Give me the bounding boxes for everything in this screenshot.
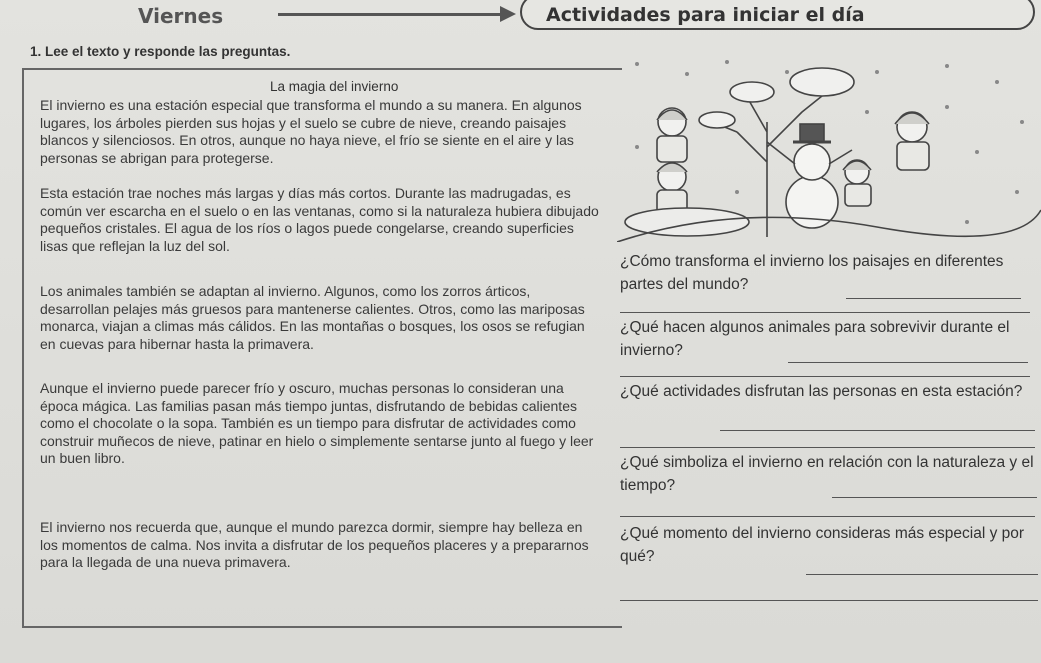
reading-paragraph-5: El invierno nos recuerda que, aunque el mundo parezca dormir, siempre hay belleza en los momentos de calma. Nos invita a disfrutar de los pequeños placeres y a prepararnos para la llegada de una nueva primavera. <box>40 519 589 571</box>
header-arrow-head <box>500 6 516 22</box>
answer-line-3b[interactable] <box>620 447 1035 448</box>
reading-title: La magia del invierno <box>270 79 399 94</box>
question-5: ¿Qué momento del invierno consideras más especial y por qué? <box>620 525 1025 565</box>
answer-line-5[interactable] <box>806 574 1038 575</box>
answer-line-5b[interactable] <box>620 600 1038 601</box>
question-3: ¿Qué actividades disfrutan las personas en esta estación? <box>620 383 1023 400</box>
answer-line-2[interactable] <box>788 362 1028 363</box>
header-arrow-line <box>278 13 503 16</box>
answer-line-1[interactable] <box>846 298 1021 299</box>
reading-paragraph-2: Esta estación trae noches más largas y días más cortos. Durante las madrugadas, es común ver escarcha en el suelo o en las ventanas, como si la naturaleza hubiera dibujado pequeños cristales. El agua de los ríos o lagos puede congelarse, creando superficies lisas que reflejan la luz del sol. <box>40 185 599 254</box>
page-title: Actividades para iniciar el día <box>520 0 1035 30</box>
answer-line-1b[interactable] <box>620 312 1030 313</box>
winter-scene-icon <box>617 52 1041 242</box>
question-1: ¿Cómo transforma el invierno los paisajes en diferentes partes del mundo? <box>620 253 1004 293</box>
instruction-text: 1. Lee el texto y responde las preguntas. <box>30 44 291 59</box>
question-4: ¿Qué simboliza el invierno en relación con la naturaleza y el tiempo? <box>620 454 1034 494</box>
question-2: ¿Qué hacen algunos animales para sobrevivir durante el invierno? <box>620 319 1010 359</box>
answer-line-3[interactable] <box>720 430 1035 431</box>
reading-paragraph-3: Los animales también se adaptan al invierno. Algunos, como los zorros árticos, desarrollan pelajes más gruesos para mantenerse calientes. Otros, como las mariposas monarca, viajan a climas más cálidos. En las montañas o bosques, los osos se refugian en cuevas para hibernar hasta la primavera. <box>40 283 585 352</box>
answer-line-4[interactable] <box>832 497 1037 498</box>
reading-paragraph-4: Aunque el invierno puede parecer frío y oscuro, muchas personas lo consideran una época mágica. Las familias pasan más tiempo juntas, disfrutando de bebidas calientes como el chocolate o la sopa. También es un tiempo para disfrutar de actividades como construir muñecos de nieve, patinar en hielo o simplemente sentarse junto al fuego y leer un buen libro. <box>40 380 594 467</box>
reading-paragraph-1: El invierno es una estación especial que transforma el mundo a su manera. En algunos lugares, los árboles pierden sus hojas y el suelo se cubre de nieve, creando paisajes blancos y silenciosos. En otros, aunque no haya nieve, el frío se siente en el aire y las personas se abrigan para protegerse. <box>40 97 582 166</box>
day-label: Viernes <box>138 4 224 28</box>
answer-line-2b[interactable] <box>620 376 1030 377</box>
answer-line-4b[interactable] <box>620 516 1035 517</box>
